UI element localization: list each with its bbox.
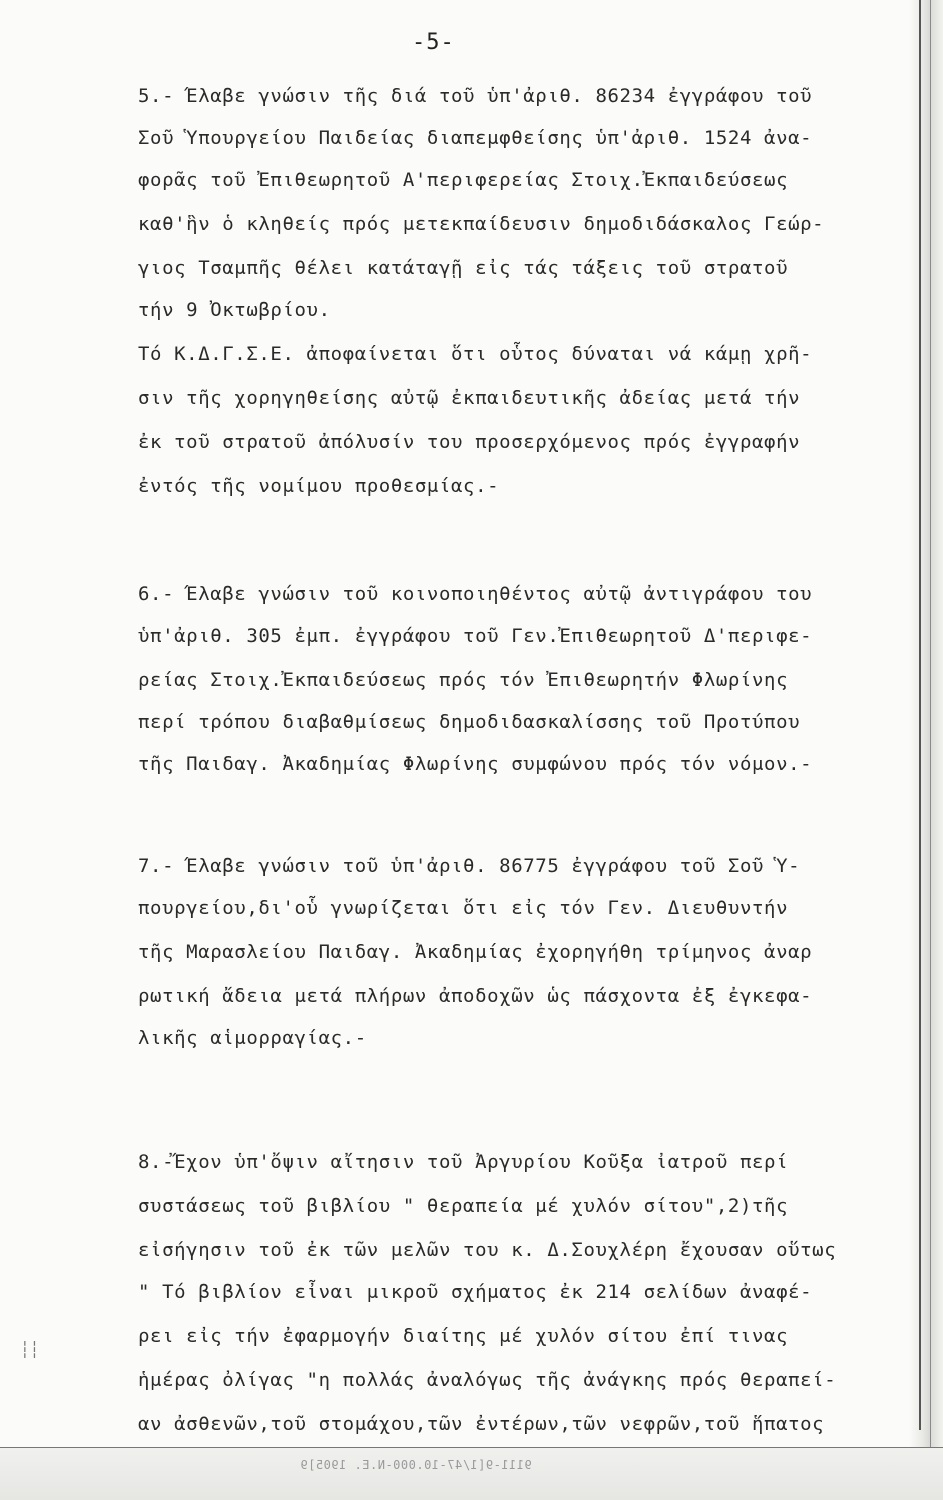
margin-rule [919,0,921,1430]
page-bottom-edge [0,1448,943,1500]
text-line: 6.- Έλαβε γνώσιν τοῦ κοινοποιηθέντος αὐτῷ ἀντιγράφου του [138,583,813,605]
text-line: ρείας Στοιχ.Ἐκπαιδεύσεως πρός τόν Ἐπιθεωρητήν Φλωρίνης [138,669,789,691]
text-line: ἐκ τοῦ στρατοῦ ἀπόλυσίν του προσερχόμενος πρός ἐγγραφήν [138,431,801,453]
text-line: γιος Τσαμπῆς θέλει κατάταγῇ εἰς τάς τάξεις τοῦ στρατοῦ [138,257,789,279]
text-line: πουργείου,δι'οὗ γνωρίζεται ὅτι εἰς τόν Γεν. Διευθυντήν [138,897,789,919]
text-line: 8.-Ἔχον ὑπ'ὄψιν αἴτησιν τοῦ Ἀργυρίου Κοῦξα ἰατροῦ περί [138,1151,789,1173]
printer-footer: 9111-9[1/47-10.000-Ν.Ε. 1905]9 [300,1458,532,1472]
text-line: τῆς Παιδαγ. Ἀκαδημίας Φλωρίνης συμφώνου πρός τόν νόμον.- [138,753,813,775]
text-line: περί τρόπου διαβαθμίσεως δημοδιδασκαλίσσης τοῦ Προτύπου [138,711,801,733]
text-line: συστάσεως τοῦ βιβλίου " θεραπεία μέ χυλόν σίτου",2)τῆς [138,1195,789,1217]
text-line: σιν τῆς χορηγηθείσης αὐτῷ ἐκπαιδευτικῆς ἀδείας μετά τήν [138,387,801,409]
text-line: τῆς Μαρασλείου Παιδαγ. Ἀκαδημίας ἐχορηγήθη τρίμηνος ἀναρ [138,941,813,963]
text-line: λικῆς αἱμορραγίας.- [138,1027,367,1049]
page-number: -5- [412,30,455,55]
text-line: ρει εἰς τήν ἐφαρμογήν διαίτης μέ χυλόν σίτου ἐπί τινας [138,1325,789,1347]
text-line: " Τό βιβλίον εἶναι μικροῦ σχήματος ἐκ 214 σελίδων ἀναφέ- [138,1281,813,1303]
text-line: ἡμέρας ὀλίγας "η πολλάς ἀναλόγως τῆς ἀνάγκης πρός θεραπεί- [138,1369,837,1391]
text-line: 5.- Έλαβε γνώσιν τῆς διά τοῦ ὑπ'ἀριθ. 86234 ἐγγράφου τοῦ [138,85,813,107]
text-line: αν ἀσθενῶν,τοῦ στομάχου,τῶν ἐντέρων,τῶν νεφρῶν,τοῦ ἥπατος [138,1413,825,1435]
text-line: καθ'ἣν ὁ κληθείς πρός μετεκπαίδευσιν δημοδιδάσκαλος Γεώρ- [138,213,825,235]
text-line: τήν 9 Ὀκτωβρίου. [138,299,331,321]
text-line: εἰσήγησιν τοῦ ἐκ τῶν μελῶν του κ. Δ.Σουχλέρη ἔχουσαν οὕτως [138,1239,837,1261]
text-line: Τό Κ.Δ.Γ.Σ.Ε. ἀποφαίνεται ὅτι οὗτος δύναται νά κάμῃ χρῆ- [138,343,813,365]
page-binding-edge [909,0,943,1500]
margin-scribble-icon: ┆┆ [20,1340,40,1359]
margin-rule-secondary [930,0,931,1500]
text-line: φορᾶς τοῦ Ἐπιθεωρητοῦ Α'περιφερείας Στοιχ.Ἐκπαιδεύσεως [138,169,789,191]
text-line: 7.- Έλαβε γνώσιν τοῦ ὑπ'ἀριθ. 86775 ἐγγράφου τοῦ Σοῦ Ὑ- [138,855,801,877]
text-line: Σοῦ Ὑπουργείου Παιδείας διαπεμφθείσης ὑπ'ἀριθ. 1524 ἀνα- [138,127,813,149]
text-line: ὑπ'ἀριθ. 305 ἐμπ. ἐγγράφου τοῦ Γεν.Ἐπιθεωρητοῦ Δ'περιφε- [138,625,813,647]
text-line: ἐντός τῆς νομίμου προθεσμίας.- [138,475,500,497]
text-line: ρωτική ἄδεια μετά πλήρων ἀποδοχῶν ὡς πάσχοντα ἐξ ἐγκεφα- [138,985,813,1007]
